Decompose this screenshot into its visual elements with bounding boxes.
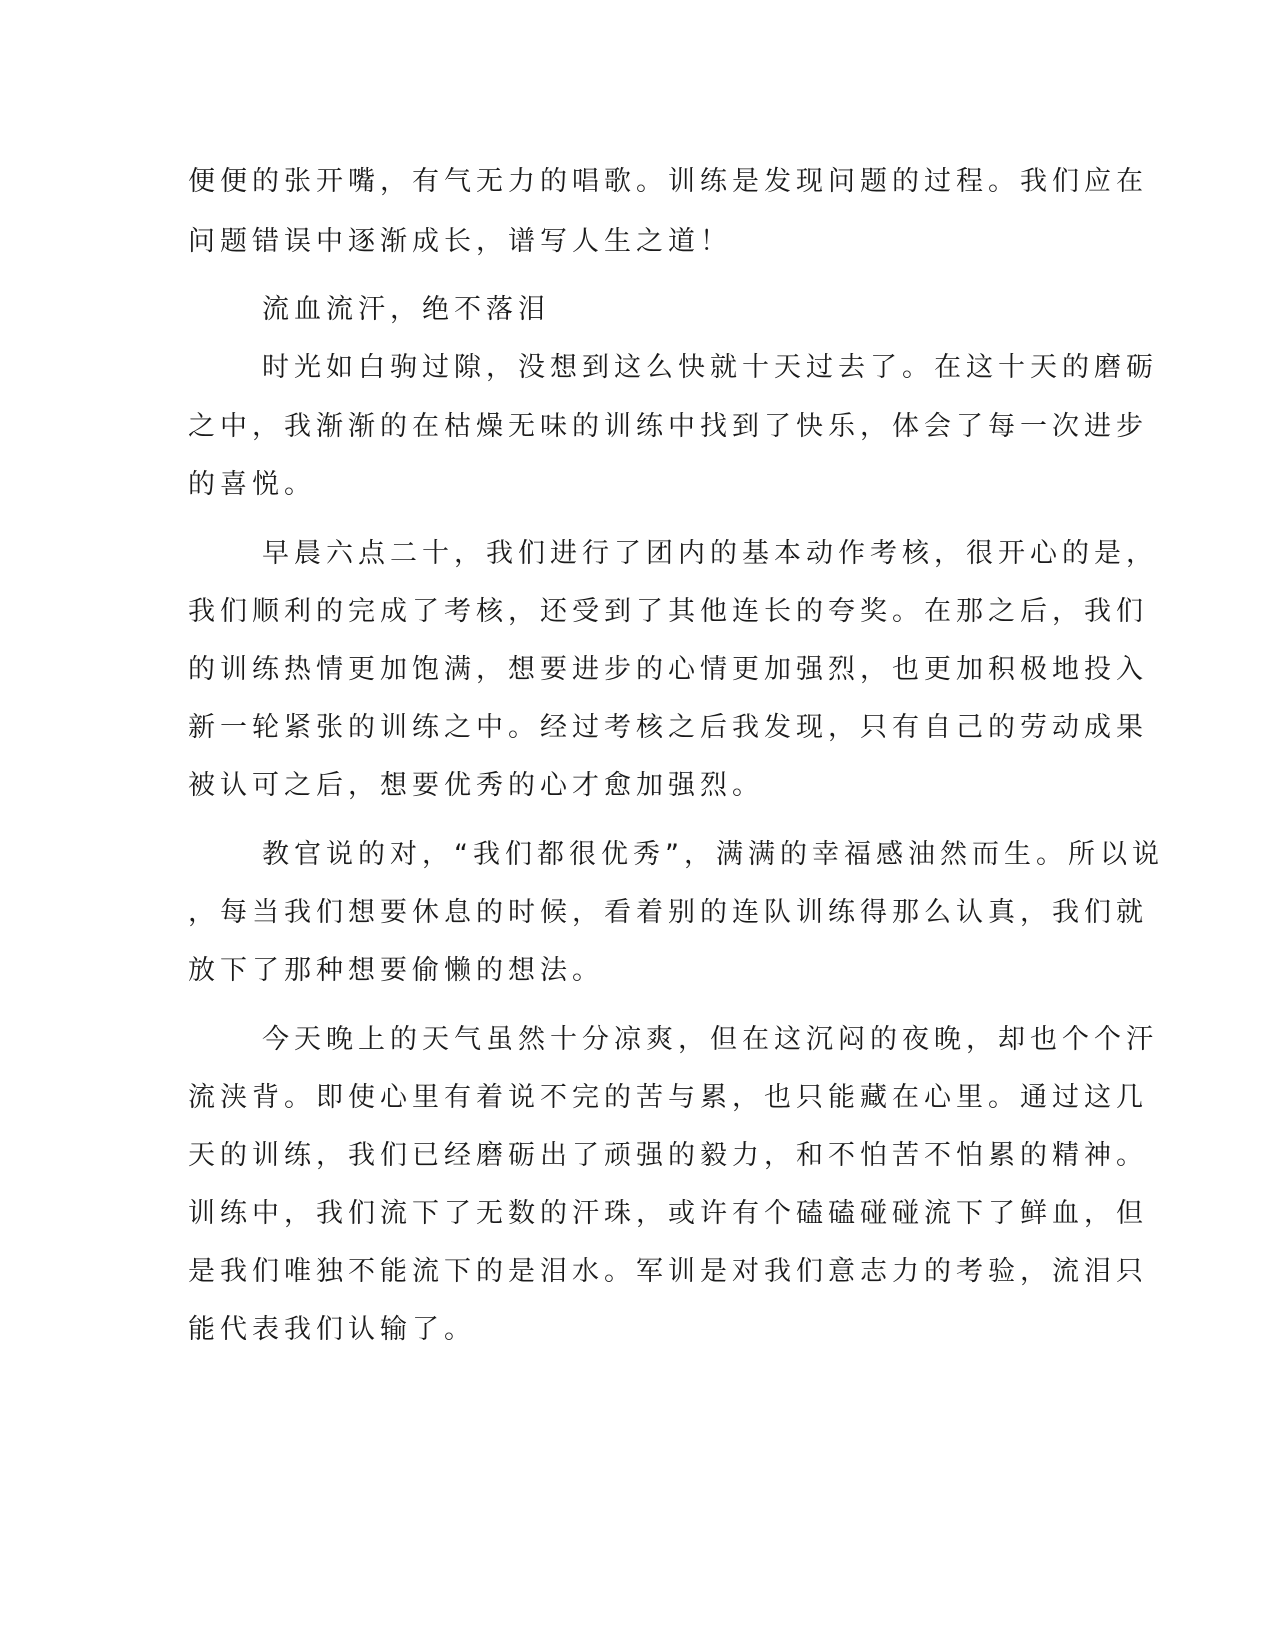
text-line: 问题错误中逐渐成长，谱写人生之道！	[188, 226, 732, 257]
text-line: 的喜悦。	[188, 469, 316, 500]
text-line: 天的训练，我们已经磨砺出了顽强的毅力，和不怕苦不怕累的精神。	[188, 1140, 1148, 1171]
text-line: 今天晚上的天气虽然十分凉爽，但在这沉闷的夜晚，却也个个汗	[262, 1024, 1158, 1055]
text-line: 流浃背。即使心里有着说不完的苦与累，也只能藏在心里。通过这几	[188, 1082, 1148, 1113]
text-line: 我们顺利的完成了考核，还受到了其他连长的夸奖。在那之后，我们	[188, 596, 1148, 627]
text-line: 能代表我们认输了。	[188, 1314, 476, 1345]
text-line: 的训练热情更加饱满，想要进步的心情更加强烈，也更加积极地投入	[188, 654, 1148, 685]
text-line: 被认可之后，想要优秀的心才愈加强烈。	[188, 770, 764, 801]
text-line: 训练中，我们流下了无数的汗珠，或许有个磕磕碰碰流下了鲜血，但	[188, 1198, 1148, 1229]
text-line: 便便的张开嘴，有气无力的唱歌。训练是发现问题的过程。我们应在	[188, 166, 1148, 197]
text-line: ，每当我们想要休息的时候，看着别的连队训练得那么认真，我们就	[188, 897, 1148, 928]
text-line: 是我们唯独不能流下的是泪水。军训是对我们意志力的考验，流泪只	[188, 1256, 1148, 1287]
text-line: 放下了那种想要偷懒的想法。	[188, 955, 604, 986]
text-line: 新一轮紧张的训练之中。经过考核之后我发现，只有自己的劳动成果	[188, 712, 1148, 743]
text-line: 早晨六点二十，我们进行了团内的基本动作考核，很开心的是，	[262, 538, 1158, 569]
text-line: 时光如白驹过隙，没想到这么快就十天过去了。在这十天的磨砺	[262, 352, 1158, 383]
text-line: 之中，我渐渐的在枯燥无味的训练中找到了快乐，体会了每一次进步	[188, 411, 1148, 442]
text-line: 教官说的对，“我们都很优秀”，满满的幸福感油然而生。所以说	[262, 839, 1164, 870]
section-heading: 流血流汗，绝不落泪	[262, 294, 550, 325]
